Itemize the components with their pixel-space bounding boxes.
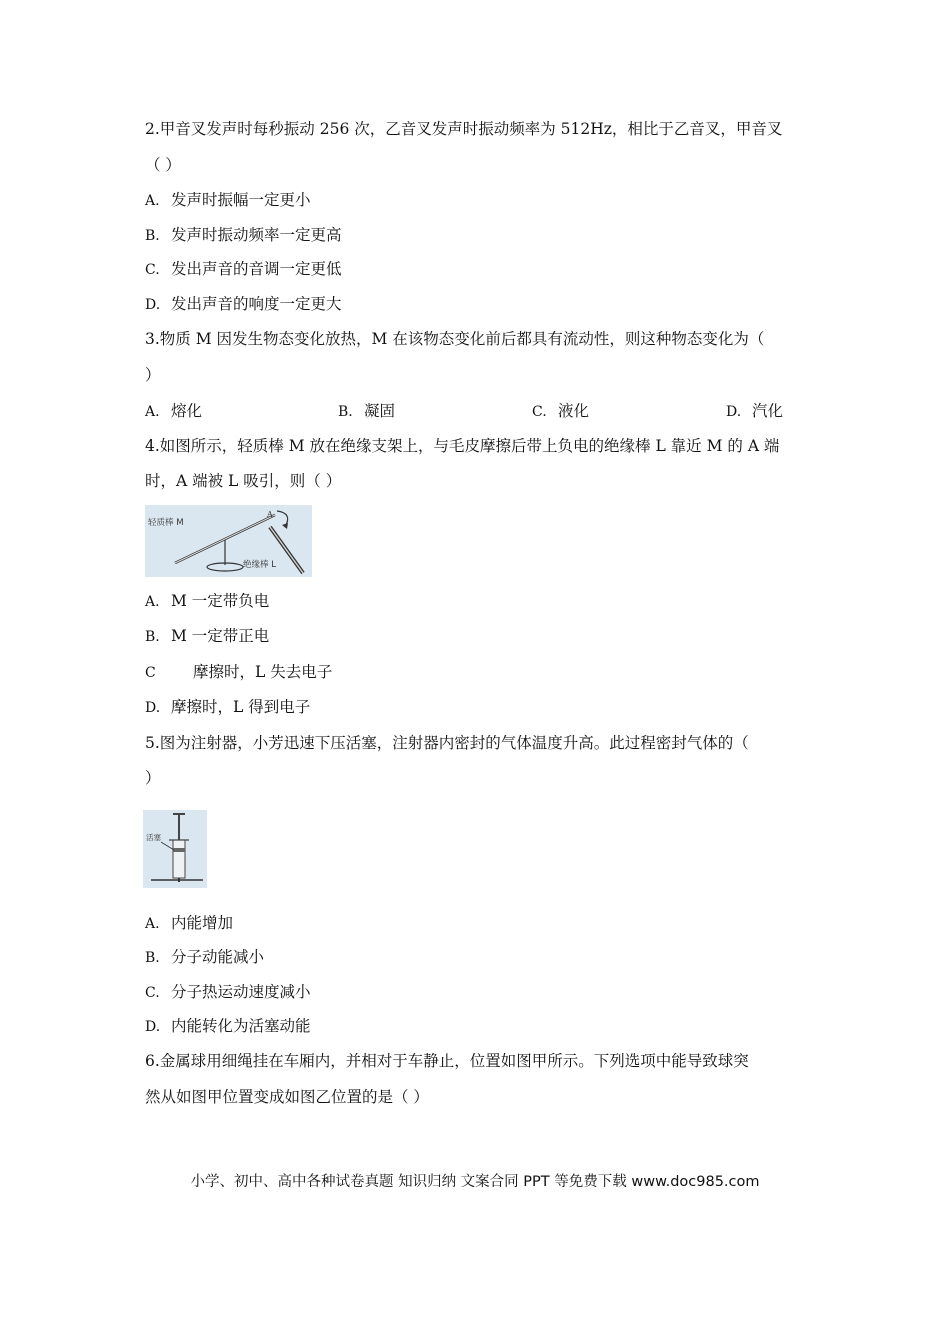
q6-stem-line1: 6.金属球用细绳挂在车厢内，并相对于车静止，位置如图甲所示。下列选项中能导致球突 [145, 1052, 749, 1070]
option-text: M 一定带负电 [171, 592, 270, 610]
option-text: 发出声音的音调一定更低 [171, 260, 342, 278]
option-text: 摩擦时，L 得到电子 [171, 698, 311, 716]
q4-option-b [145, 625, 269, 648]
option-text: 摩擦时，L 失去电子 [193, 663, 333, 681]
q6-stem-line2: 然从如图甲位置变成如图乙位置的是（ ） [145, 1088, 429, 1106]
option-letter: D. [145, 700, 161, 716]
option-letter: C. [532, 404, 547, 420]
label-rod-l: 绝缘棒 L [243, 560, 276, 570]
q4-stem-line2: 时，A 端被 L 吸引，则（ ） [145, 472, 342, 490]
q3-stem-line1: 3.物质 M 因发生物态变化放热，M 在该物态变化前后都具有流动性，则这种物态变化为（ [145, 330, 765, 348]
option-letter: D. [145, 1019, 161, 1035]
arrow-head [282, 523, 288, 529]
q2-option-b [145, 224, 342, 247]
q5-option-b [145, 946, 264, 969]
option-text: 汽化 [752, 402, 784, 420]
syringe-diagram [143, 810, 207, 888]
option-letter: B. [145, 228, 160, 244]
option-text: 熔化 [171, 402, 203, 420]
option-text: 分子热运动速度减小 [171, 983, 311, 1001]
q2-option-d [145, 293, 342, 316]
q4-figure [145, 505, 312, 577]
option-text: 液化 [558, 402, 590, 420]
option-letter: D. [145, 297, 161, 313]
option-text: 发出声音的响度一定更大 [171, 295, 342, 313]
label-pointer [161, 842, 174, 850]
option-letter: C [145, 665, 156, 681]
option-text: 发声时振动频率一定更高 [171, 226, 342, 244]
option-letter: B. [338, 404, 353, 420]
q2-option-c [145, 258, 342, 281]
option-letter: B. [145, 950, 160, 966]
q5-stem-line2: ） [145, 769, 161, 787]
charged-rods-diagram [145, 505, 312, 577]
q5-figure [143, 810, 207, 888]
option-text: 分子动能减小 [171, 948, 265, 966]
label-end-a: A [267, 510, 273, 519]
option-text: 内能增加 [171, 914, 234, 932]
option-text: 发声时振幅一定更小 [171, 191, 311, 209]
option-letter: A. [145, 404, 160, 420]
q5-option-c [145, 981, 311, 1004]
option-text: 凝固 [364, 402, 396, 420]
q3-option-d [726, 400, 783, 423]
q4-option-d [145, 696, 310, 719]
option-letter: A. [145, 193, 160, 209]
page-footer: 小学、初中、高中各种试卷真题 知识归纳 文案合同 PPT 等免费下载 www.doc985.com [190, 1174, 760, 1190]
q3-stem-line2: ） [145, 366, 161, 384]
q3-option-a [145, 400, 202, 423]
q5-stem-line1: 5.图为注射器，小芳迅速下压活塞，注射器内密封的气体温度升高。此过程密封气体的（ [145, 734, 749, 752]
option-letter: C. [145, 262, 160, 278]
q2-stem-line1: 2.甲音叉发声时每秒振动 256 次，乙音叉发声时振动频率为 512Hz，相比于乙音叉，甲音叉 [145, 120, 783, 138]
option-letter: B. [145, 629, 160, 645]
option-letter: A. [145, 916, 160, 932]
option-text: 内能转化为活塞动能 [171, 1017, 311, 1035]
option-letter: D. [726, 404, 742, 420]
syringe-barrel [173, 840, 185, 878]
option-letter: C. [145, 985, 160, 1001]
q4-stem-line1: 4.如图所示，轻质棒 M 放在绝缘支架上，与毛皮摩擦后带上负电的绝缘棒 L 靠近 M 的 A 端 [145, 437, 780, 455]
q4-option-c [145, 661, 332, 684]
piston [173, 848, 185, 852]
option-letter: A. [145, 594, 160, 610]
q3-option-c [532, 400, 589, 423]
q2-stem-line2: （ ） [145, 156, 181, 174]
option-text: M 一定带正电 [171, 627, 270, 645]
q5-option-a [145, 912, 233, 935]
q3-option-b [338, 400, 395, 423]
q2-option-a [145, 189, 311, 212]
label-rod-m: 轻质棒 M [148, 518, 184, 528]
q5-option-d [145, 1015, 311, 1038]
label-piston: 活塞 [146, 833, 161, 842]
q4-option-a [145, 590, 269, 613]
